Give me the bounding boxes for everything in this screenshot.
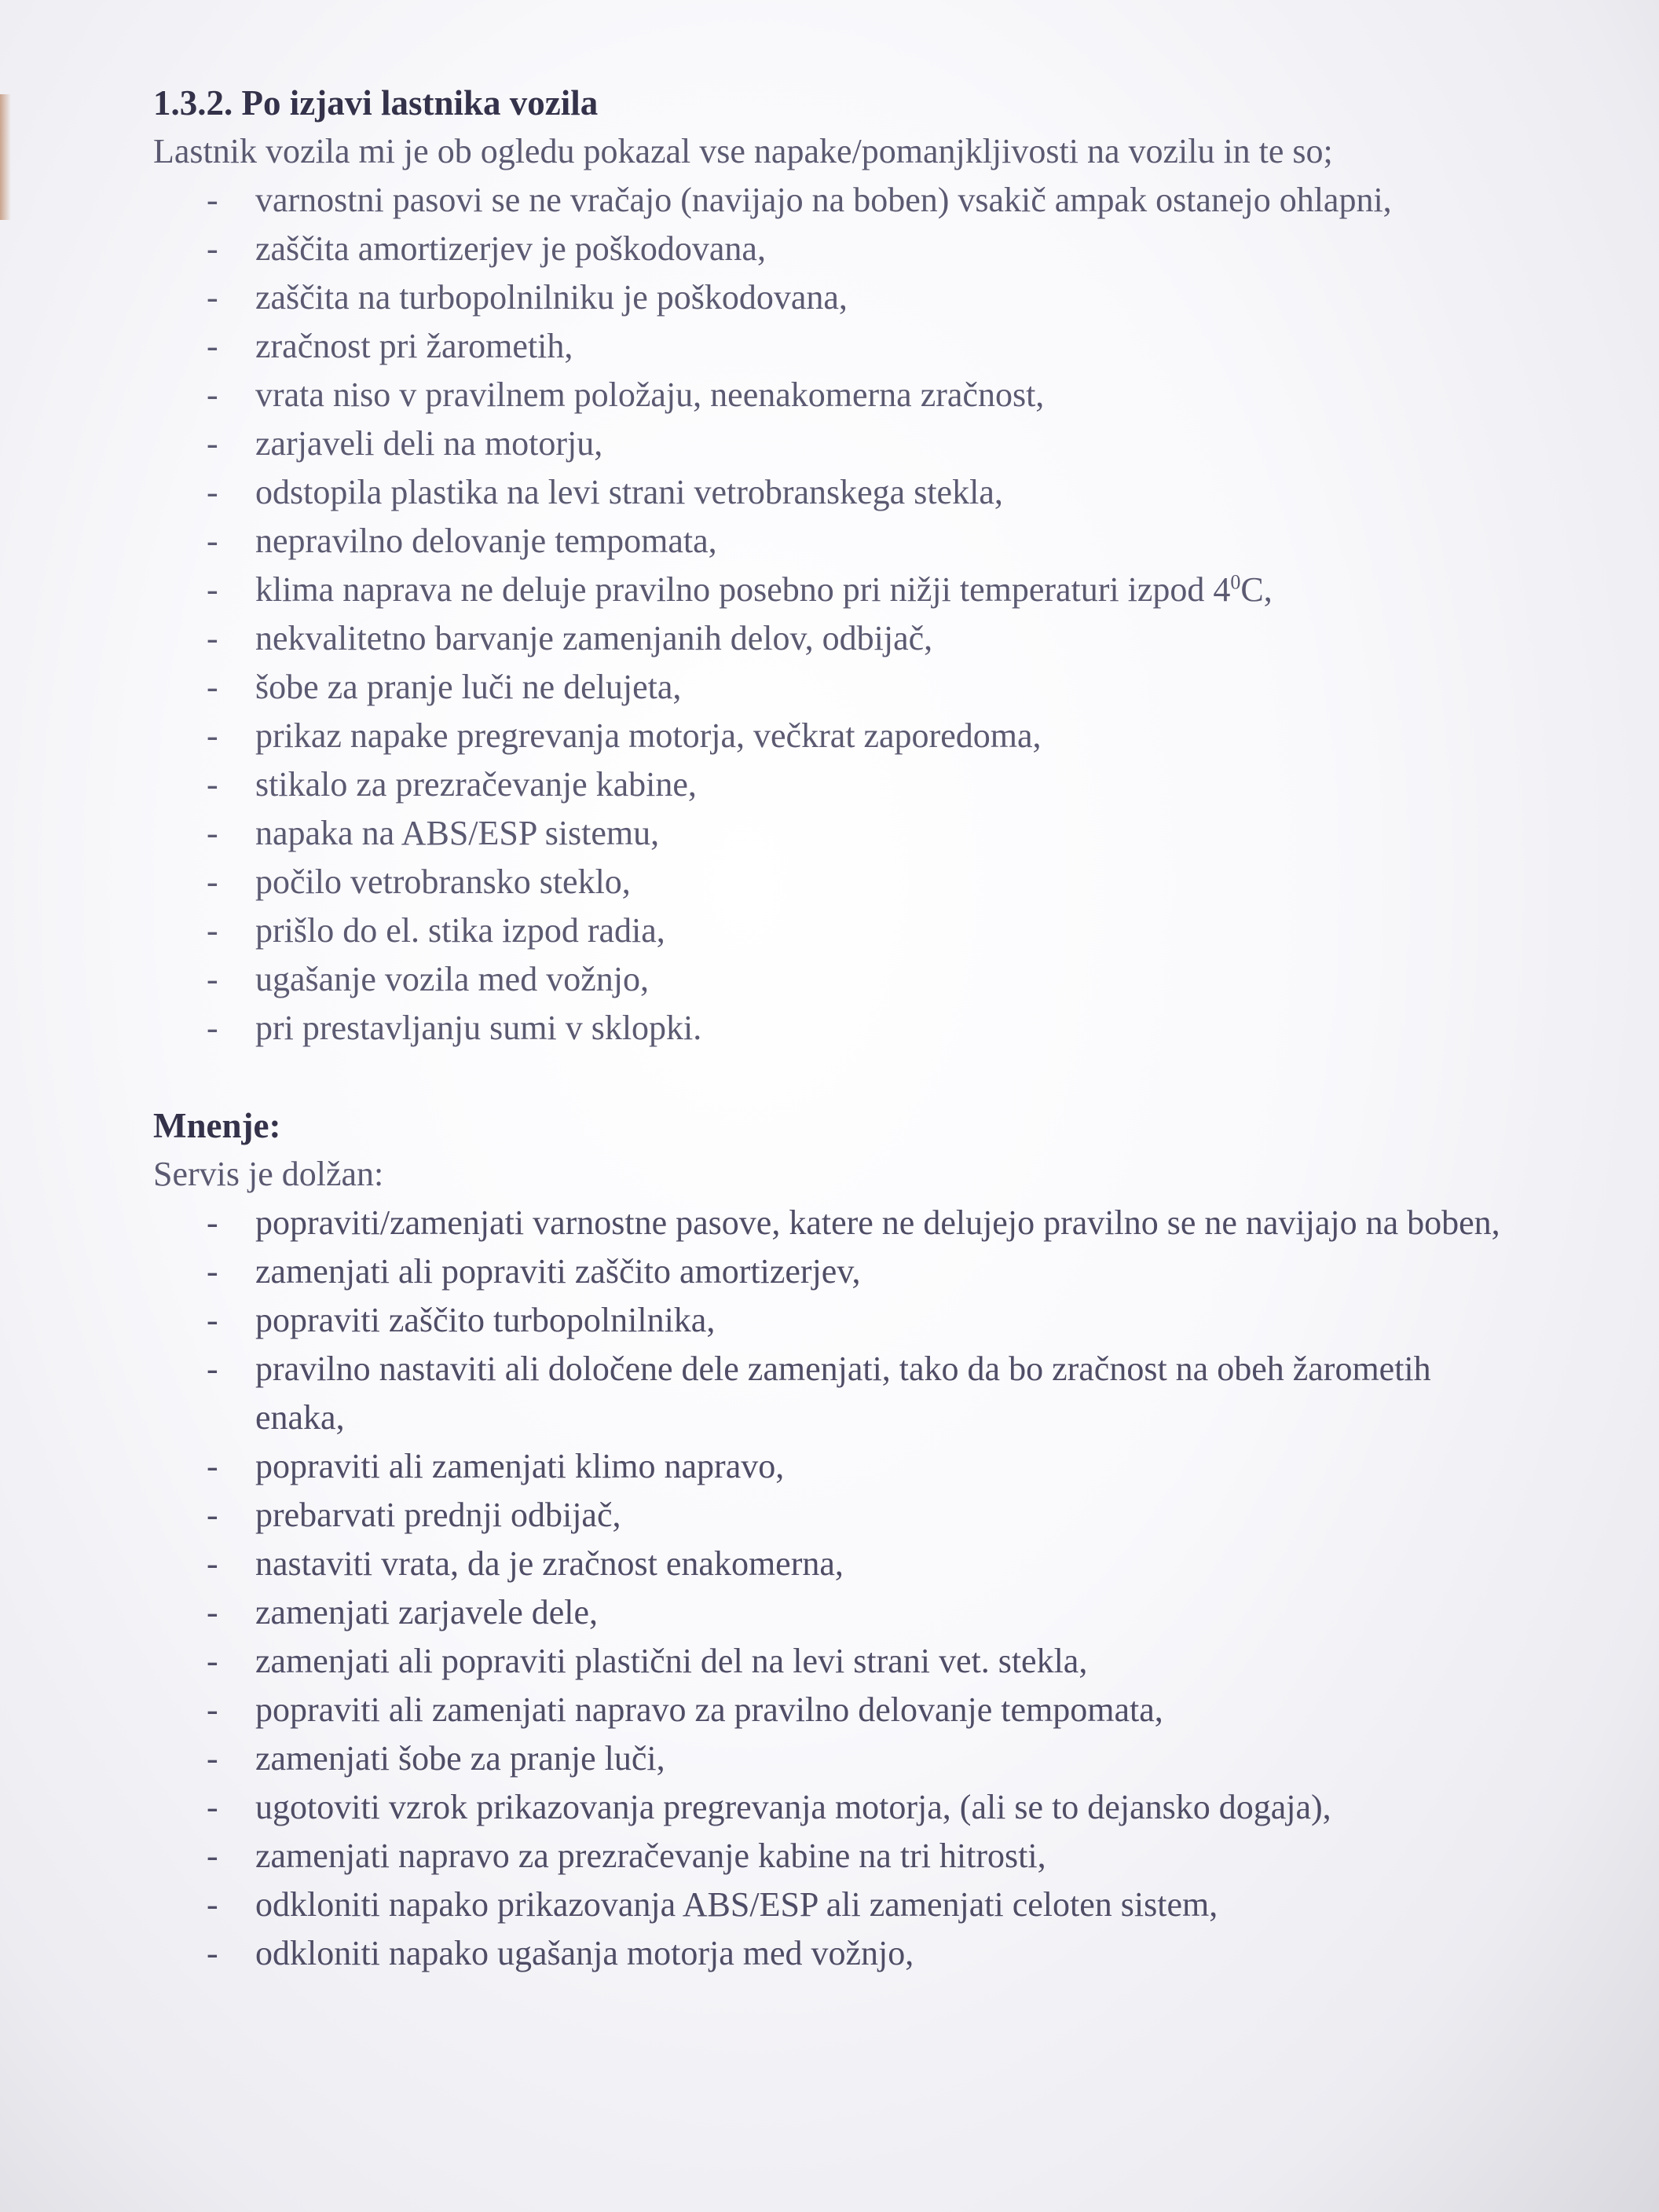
section-gap <box>153 1053 1524 1101</box>
section-heading: 1.3.2. Po izjavi lastnika vozila <box>153 83 599 123</box>
temperature-unit: C, <box>1240 570 1273 609</box>
list-item: - prišlo do el. stika izpod radia, <box>153 906 1524 955</box>
section-intro: Lastnik vozila mi je ob ogledu pokazal vse napake/pomanjkljivosti na vozilu in te so; <box>153 132 1333 170</box>
list-item: - napaka na ABS/ESP sistemu, <box>153 809 1524 858</box>
list-item: - popraviti/zamenjati varnostne pasove, katere ne delujejo pravilno se ne navijajo na boben, <box>153 1199 1524 1247</box>
list-item: - prebarvati prednji odbijač, <box>153 1491 1524 1540</box>
degree-superscript: 0 <box>1230 570 1241 594</box>
list-item: - zamenjati zarjavele dele, <box>153 1588 1524 1637</box>
list-item: - nastaviti vrata, da je zračnost enakomerna, <box>153 1540 1524 1588</box>
list-item: - zamenjati ali popraviti zaščito amortizerjev, <box>153 1247 1524 1296</box>
list-item-text: klima naprava ne deluje pravilno posebno pri nižji temperaturi izpod 4 <box>255 570 1231 609</box>
list-item: - ugašanje vozila med vožnjo, <box>153 955 1524 1004</box>
opinion-list <box>153 1199 1524 1978</box>
list-item: - ugotoviti vzrok prikazovanja pregrevanja motorja, (ali se to dejansko dogaja), <box>153 1783 1524 1832</box>
list-item: - zarjaveli deli na motorju, <box>153 419 1524 468</box>
list-item: - zamenjati ali popraviti plastični del na levi strani vet. stekla, <box>153 1637 1524 1686</box>
list-item: - zaščita na turbopolnilniku je poškodovana, <box>153 273 1524 322</box>
list-item: - popraviti ali zamenjati napravo za pravilno delovanje tempomata, <box>153 1686 1524 1734</box>
list-item: - popraviti zaščito turbopolnilnika, <box>153 1296 1524 1345</box>
list-item: - zračnost pri žarometih, <box>153 322 1524 371</box>
opinion-heading: Mnenje: <box>153 1106 281 1145</box>
list-item: - odkloniti napako prikazovanja ABS/ESP ali zamenjati celoten sistem, <box>153 1881 1524 1929</box>
list-item: - zamenjati napravo za prezračevanje kabine na tri hitrosti, <box>153 1832 1524 1881</box>
list-item: - šobe za pranje luči ne delujeta, <box>153 663 1524 712</box>
list-item: - zaščita amortizerjev je poškodovana, <box>153 225 1524 273</box>
list-item <box>153 566 1524 614</box>
defects-list <box>153 176 1524 1053</box>
list-item: - odstopila plastika na levi strani vetrobranskega stekla, <box>153 468 1524 517</box>
list-item: - stikalo za prezračevanje kabine, <box>153 760 1524 809</box>
list-item: - nekvalitetno barvanje zamenjanih delov, odbijač, <box>153 614 1524 663</box>
list-item: - varnostni pasovi se ne vračajo (navijajo na boben) vsakič ampak ostanejo ohlapni, <box>153 176 1524 225</box>
list-item: - nepravilno delovanje tempomata, <box>153 517 1524 566</box>
list-item: - pri prestavljanju sumi v sklopki. <box>153 1004 1524 1053</box>
list-item: - popraviti ali zamenjati klimo napravo, <box>153 1442 1524 1491</box>
list-item: - prikaz napake pregrevanja motorja, večkrat zaporedoma, <box>153 712 1524 760</box>
list-item: - odkloniti napako ugašanja motorja med vožnjo, <box>153 1929 1524 1978</box>
list-item: - počilo vetrobransko steklo, <box>153 858 1524 906</box>
list-item: - zamenjati šobe za pranje luči, <box>153 1734 1524 1783</box>
list-item: - pravilno nastaviti ali določene dele zamenjati, tako da bo zračnost na obeh žarometih enaka, <box>153 1345 1524 1442</box>
document-content <box>153 79 1524 1978</box>
opinion-intro: Servis je dolžan: <box>153 1155 384 1193</box>
list-item: - vrata niso v pravilnem položaju, neenakomerna zračnost, <box>153 371 1524 419</box>
page-edge-shadow <box>0 94 11 220</box>
